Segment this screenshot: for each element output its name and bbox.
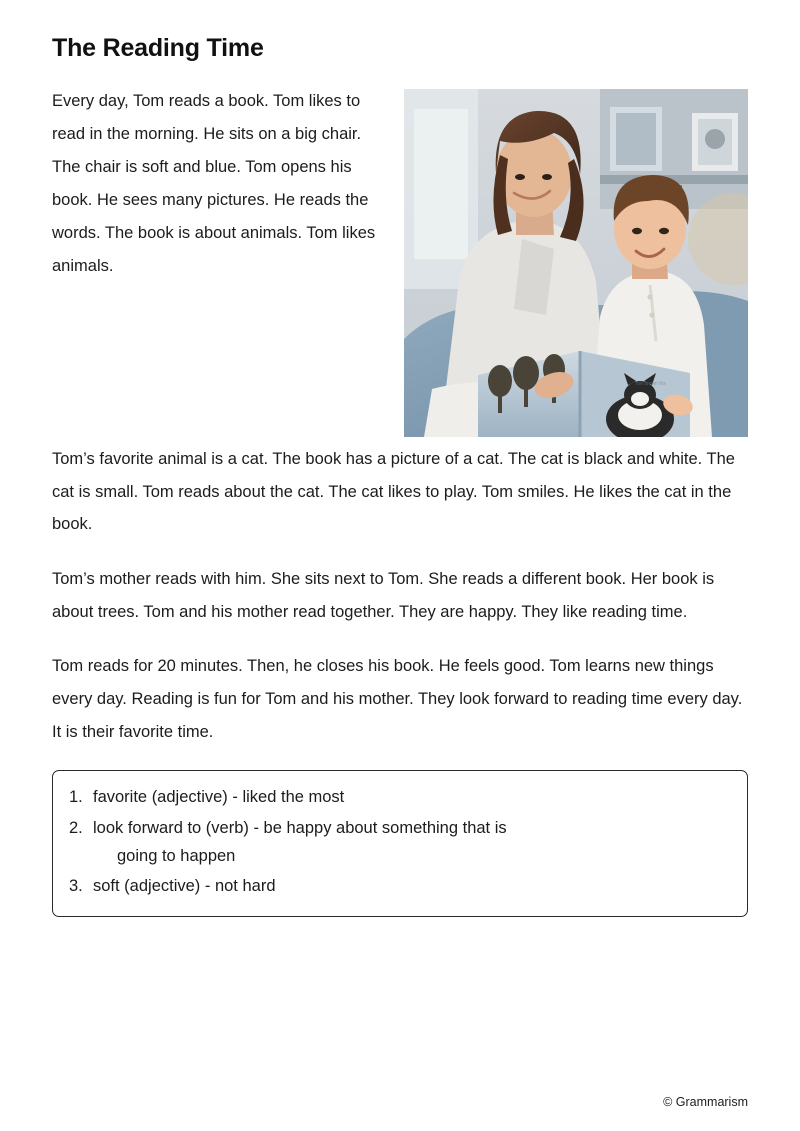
vocabulary-item-number: 2. [69, 818, 83, 837]
vocabulary-list [69, 783, 731, 901]
paragraph-2: Tom’s favorite animal is a cat. The book has a picture of a cat. The cat is black and white. The cat is small. Tom reads about the cat. The cat likes to play. Tom smiles. He likes the cat in the book. [52, 450, 735, 534]
vocabulary-item-text: soft (adjective) - not hard [93, 877, 276, 896]
vocabulary-item-text-continued: going to happen [117, 847, 236, 865]
copyright-footer: © Grammarism [663, 1095, 748, 1109]
paragraph-1: Every day, Tom reads a book. Tom likes to read in the morning. He sits on a big chair. The chair is soft and blue. Tom opens his book. He sees many pictures. He reads the words. The book is about animals. Tom likes animals. [52, 92, 376, 275]
vocabulary-item-number: 1. [69, 788, 83, 807]
vocabulary-item-text: favorite (adjective) - liked the most [93, 788, 345, 807]
svg-text:the brown fox: the brown fox [636, 381, 667, 387]
list-item [69, 783, 731, 811]
list-item [69, 872, 731, 900]
paragraph-3: Tom’s mother reads with him. She sits next to Tom. She reads a different book. Her book is about trees. Tom and his mother read together. They are happy. They like reading time. [52, 569, 715, 621]
vocabulary-item-text: look forward to (verb) - be happy about something that is [93, 818, 507, 837]
mother-and-boy-reading-photo [404, 89, 748, 437]
vocabulary-box [52, 770, 748, 917]
page-title: The Reading Time [52, 34, 264, 62]
paragraph-4: Tom reads for 20 minutes. Then, he closes his book. He feels good. Tom learns new things every day. Reading is fun for Tom and his mother. They look forward to reading time every day. It is their favorite time. [52, 657, 743, 741]
list-item [69, 814, 731, 871]
intro-section [52, 85, 748, 443]
vocabulary-item-number: 3. [69, 877, 83, 896]
